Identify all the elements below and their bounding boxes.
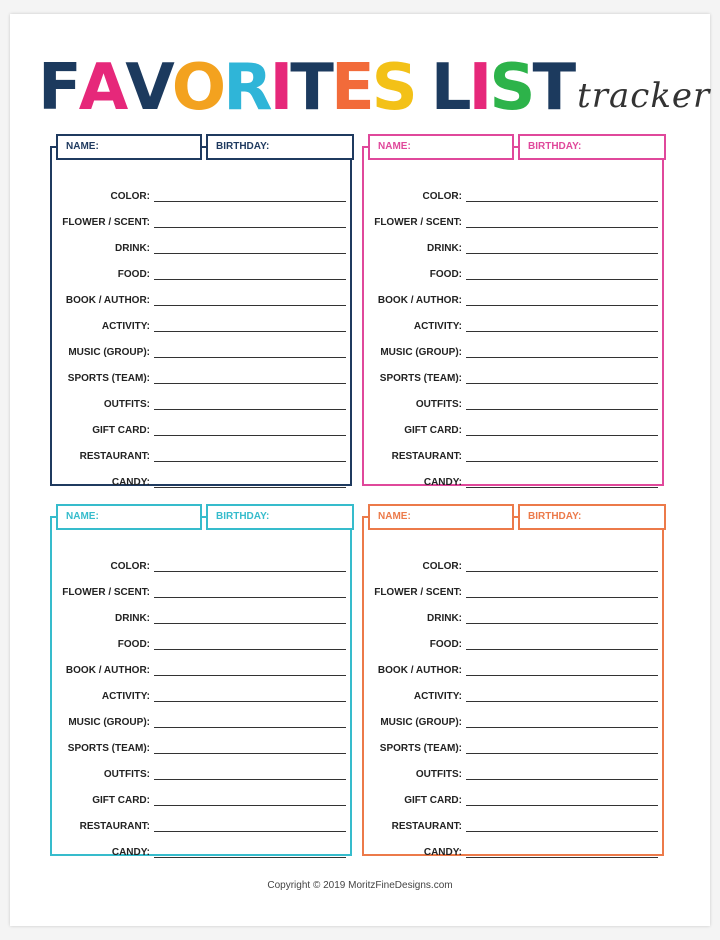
favorite-row (362, 256, 664, 282)
write-in-line[interactable] (466, 487, 658, 488)
favorites-rows (50, 548, 352, 860)
title-letter: F (38, 51, 79, 125)
favorite-row (362, 574, 664, 600)
write-in-line[interactable] (154, 409, 346, 410)
favorite-row (362, 730, 664, 756)
favorite-row (50, 574, 352, 600)
favorite-row (50, 704, 352, 730)
write-in-line[interactable] (154, 727, 346, 728)
field-label: BOOK / AUTHOR: (377, 665, 462, 676)
write-in-line[interactable] (466, 357, 658, 358)
write-in-line[interactable] (154, 597, 346, 598)
title-letter: V (125, 51, 172, 125)
write-in-line[interactable] (154, 305, 346, 306)
write-in-line[interactable] (466, 753, 658, 754)
favorites-card (362, 504, 668, 858)
favorite-row (362, 204, 664, 230)
write-in-line[interactable] (154, 357, 346, 358)
favorite-row (50, 256, 352, 282)
field-label: ACTIVITY: (101, 321, 150, 332)
title-letter: T (532, 51, 574, 125)
favorite-row (50, 808, 352, 834)
write-in-line[interactable] (154, 649, 346, 650)
favorite-row (50, 386, 352, 412)
write-in-line[interactable] (154, 623, 346, 624)
favorite-row (362, 412, 664, 438)
name-field[interactable]: NAME: (368, 504, 514, 530)
field-label: OUTFITS: (415, 769, 462, 780)
title-letter (415, 56, 431, 120)
write-in-line[interactable] (466, 701, 658, 702)
favorite-row (362, 834, 664, 860)
write-in-line[interactable] (466, 201, 658, 202)
field-label: DRINK: (427, 613, 462, 624)
favorite-row (362, 678, 664, 704)
field-label: ACTIVITY: (101, 691, 150, 702)
write-in-line[interactable] (466, 727, 658, 728)
write-in-line[interactable] (466, 461, 658, 462)
field-label: COLOR: (422, 561, 462, 572)
write-in-line[interactable] (154, 201, 346, 202)
write-in-line[interactable] (466, 571, 658, 572)
title-letter: A (78, 51, 126, 125)
title-letter: O (171, 51, 224, 125)
favorite-row (50, 412, 352, 438)
field-label: FOOD: (117, 269, 150, 280)
favorite-row (50, 756, 352, 782)
field-label: DRINK: (115, 613, 150, 624)
write-in-line[interactable] (154, 279, 346, 280)
copyright-footer: Copyright © 2019 MoritzFineDesigns.com (267, 880, 453, 891)
field-label: MUSIC (GROUP): (68, 347, 150, 358)
write-in-line[interactable] (466, 597, 658, 598)
write-in-line[interactable] (466, 227, 658, 228)
favorite-row (362, 782, 664, 808)
favorite-row (50, 230, 352, 256)
field-label: GIFT CARD: (92, 425, 150, 436)
field-label: MUSIC (GROUP): (380, 347, 462, 358)
write-in-line[interactable] (154, 435, 346, 436)
favorite-row (50, 548, 352, 574)
write-in-line[interactable] (154, 753, 346, 754)
field-label: OUTFITS: (415, 399, 462, 410)
favorite-row (50, 204, 352, 230)
field-label: MUSIC (GROUP): (380, 717, 462, 728)
favorite-row (362, 334, 664, 360)
field-label: SPORTS (TEAM): (67, 743, 150, 754)
favorites-card (362, 134, 668, 488)
favorite-row (50, 652, 352, 678)
birthday-field[interactable]: BIRTHDAY: (206, 134, 354, 160)
write-in-line[interactable] (154, 675, 346, 676)
favorites-rows (362, 178, 664, 490)
favorite-row (362, 360, 664, 386)
favorite-row (362, 808, 664, 834)
field-label: GIFT CARD: (92, 795, 150, 806)
title-letter: S (371, 51, 415, 125)
field-label: ACTIVITY: (413, 321, 462, 332)
field-label: FLOWER / SCENT: (374, 217, 462, 228)
favorite-row (362, 464, 664, 490)
favorite-row (362, 230, 664, 256)
write-in-line[interactable] (466, 253, 658, 254)
write-in-line[interactable] (466, 831, 658, 832)
favorite-row (50, 464, 352, 490)
title-letter: S (489, 51, 533, 125)
write-in-line[interactable] (154, 857, 346, 858)
write-in-line[interactable] (154, 779, 346, 780)
field-label: SPORTS (TEAM): (379, 373, 462, 384)
write-in-line[interactable] (466, 675, 658, 676)
title-letter: T (290, 51, 331, 125)
name-field[interactable]: NAME: (56, 134, 202, 160)
field-label: BOOK / AUTHOR: (65, 665, 150, 676)
favorite-row (50, 360, 352, 386)
field-label: GIFT CARD: (404, 425, 462, 436)
name-field[interactable]: NAME: (368, 134, 514, 160)
favorite-row (362, 652, 664, 678)
field-label: OUTFITS: (103, 769, 150, 780)
favorite-row (50, 308, 352, 334)
field-label: DRINK: (427, 243, 462, 254)
title-letter: E (330, 51, 372, 125)
field-label: MUSIC (GROUP): (68, 717, 150, 728)
field-label: OUTFITS: (103, 399, 150, 410)
field-label: FLOWER / SCENT: (62, 217, 150, 228)
write-in-line[interactable] (466, 857, 658, 858)
title-letter: R (223, 51, 270, 125)
write-in-line[interactable] (466, 779, 658, 780)
title-tracker-script: tracker (577, 76, 711, 116)
field-label: FOOD: (117, 639, 150, 650)
field-label: FOOD: (429, 639, 462, 650)
write-in-line[interactable] (466, 623, 658, 624)
title-letter: I (269, 51, 291, 125)
page-title (38, 40, 711, 125)
field-label: SPORTS (TEAM): (67, 373, 150, 384)
favorites-rows (362, 548, 664, 860)
field-label: RESTAURANT: (79, 821, 150, 832)
field-label: COLOR: (110, 561, 150, 572)
field-label: CANDY: (111, 847, 150, 858)
field-label: BOOK / AUTHOR: (377, 295, 462, 306)
write-in-line[interactable] (466, 409, 658, 410)
favorite-row (362, 308, 664, 334)
field-label: COLOR: (110, 191, 150, 202)
favorite-row (362, 704, 664, 730)
write-in-line[interactable] (154, 701, 346, 702)
write-in-line[interactable] (154, 805, 346, 806)
write-in-line[interactable] (466, 279, 658, 280)
field-label: DRINK: (115, 243, 150, 254)
title-letter: L (430, 51, 469, 125)
favorite-row (362, 756, 664, 782)
field-label: RESTAURANT: (79, 451, 150, 462)
write-in-line[interactable] (154, 461, 346, 462)
favorite-row (362, 600, 664, 626)
favorite-row (50, 334, 352, 360)
favorite-row (50, 782, 352, 808)
write-in-line[interactable] (466, 331, 658, 332)
write-in-line[interactable] (154, 487, 346, 488)
favorites-rows (50, 178, 352, 490)
favorite-row (362, 626, 664, 652)
field-label: CANDY: (111, 477, 150, 488)
field-label: FLOWER / SCENT: (374, 587, 462, 598)
field-label: FLOWER / SCENT: (62, 587, 150, 598)
field-label: BOOK / AUTHOR: (65, 295, 150, 306)
write-in-line[interactable] (466, 383, 658, 384)
favorite-row (50, 600, 352, 626)
favorite-row (362, 548, 664, 574)
birthday-field[interactable]: BIRTHDAY: (518, 134, 666, 160)
write-in-line[interactable] (466, 649, 658, 650)
write-in-line[interactable] (154, 571, 346, 572)
favorite-row (362, 438, 664, 464)
field-label: COLOR: (422, 191, 462, 202)
field-label: SPORTS (TEAM): (379, 743, 462, 754)
favorite-row (50, 282, 352, 308)
write-in-line[interactable] (466, 805, 658, 806)
write-in-line[interactable] (466, 305, 658, 306)
favorite-row (50, 438, 352, 464)
birthday-field[interactable]: BIRTHDAY: (518, 504, 666, 530)
favorite-row (50, 178, 352, 204)
favorites-card (50, 504, 356, 858)
favorite-row (50, 626, 352, 652)
favorites-card (50, 134, 356, 488)
field-label: CANDY: (423, 477, 462, 488)
favorite-row (362, 178, 664, 204)
favorite-row (50, 834, 352, 860)
write-in-line[interactable] (154, 331, 346, 332)
name-field[interactable]: NAME: (56, 504, 202, 530)
field-label: GIFT CARD: (404, 795, 462, 806)
field-label: RESTAURANT: (391, 451, 462, 462)
field-label: ACTIVITY: (413, 691, 462, 702)
field-label: FOOD: (429, 269, 462, 280)
favorite-row (362, 282, 664, 308)
field-label: CANDY: (423, 847, 462, 858)
title-letter: I (468, 51, 490, 125)
write-in-line[interactable] (154, 253, 346, 254)
title-favorites-list (38, 51, 574, 125)
birthday-field[interactable]: BIRTHDAY: (206, 504, 354, 530)
write-in-line[interactable] (154, 831, 346, 832)
field-label: RESTAURANT: (391, 821, 462, 832)
write-in-line[interactable] (466, 435, 658, 436)
favorite-row (362, 386, 664, 412)
write-in-line[interactable] (154, 227, 346, 228)
favorite-row (50, 678, 352, 704)
write-in-line[interactable] (154, 383, 346, 384)
favorite-row (50, 730, 352, 756)
